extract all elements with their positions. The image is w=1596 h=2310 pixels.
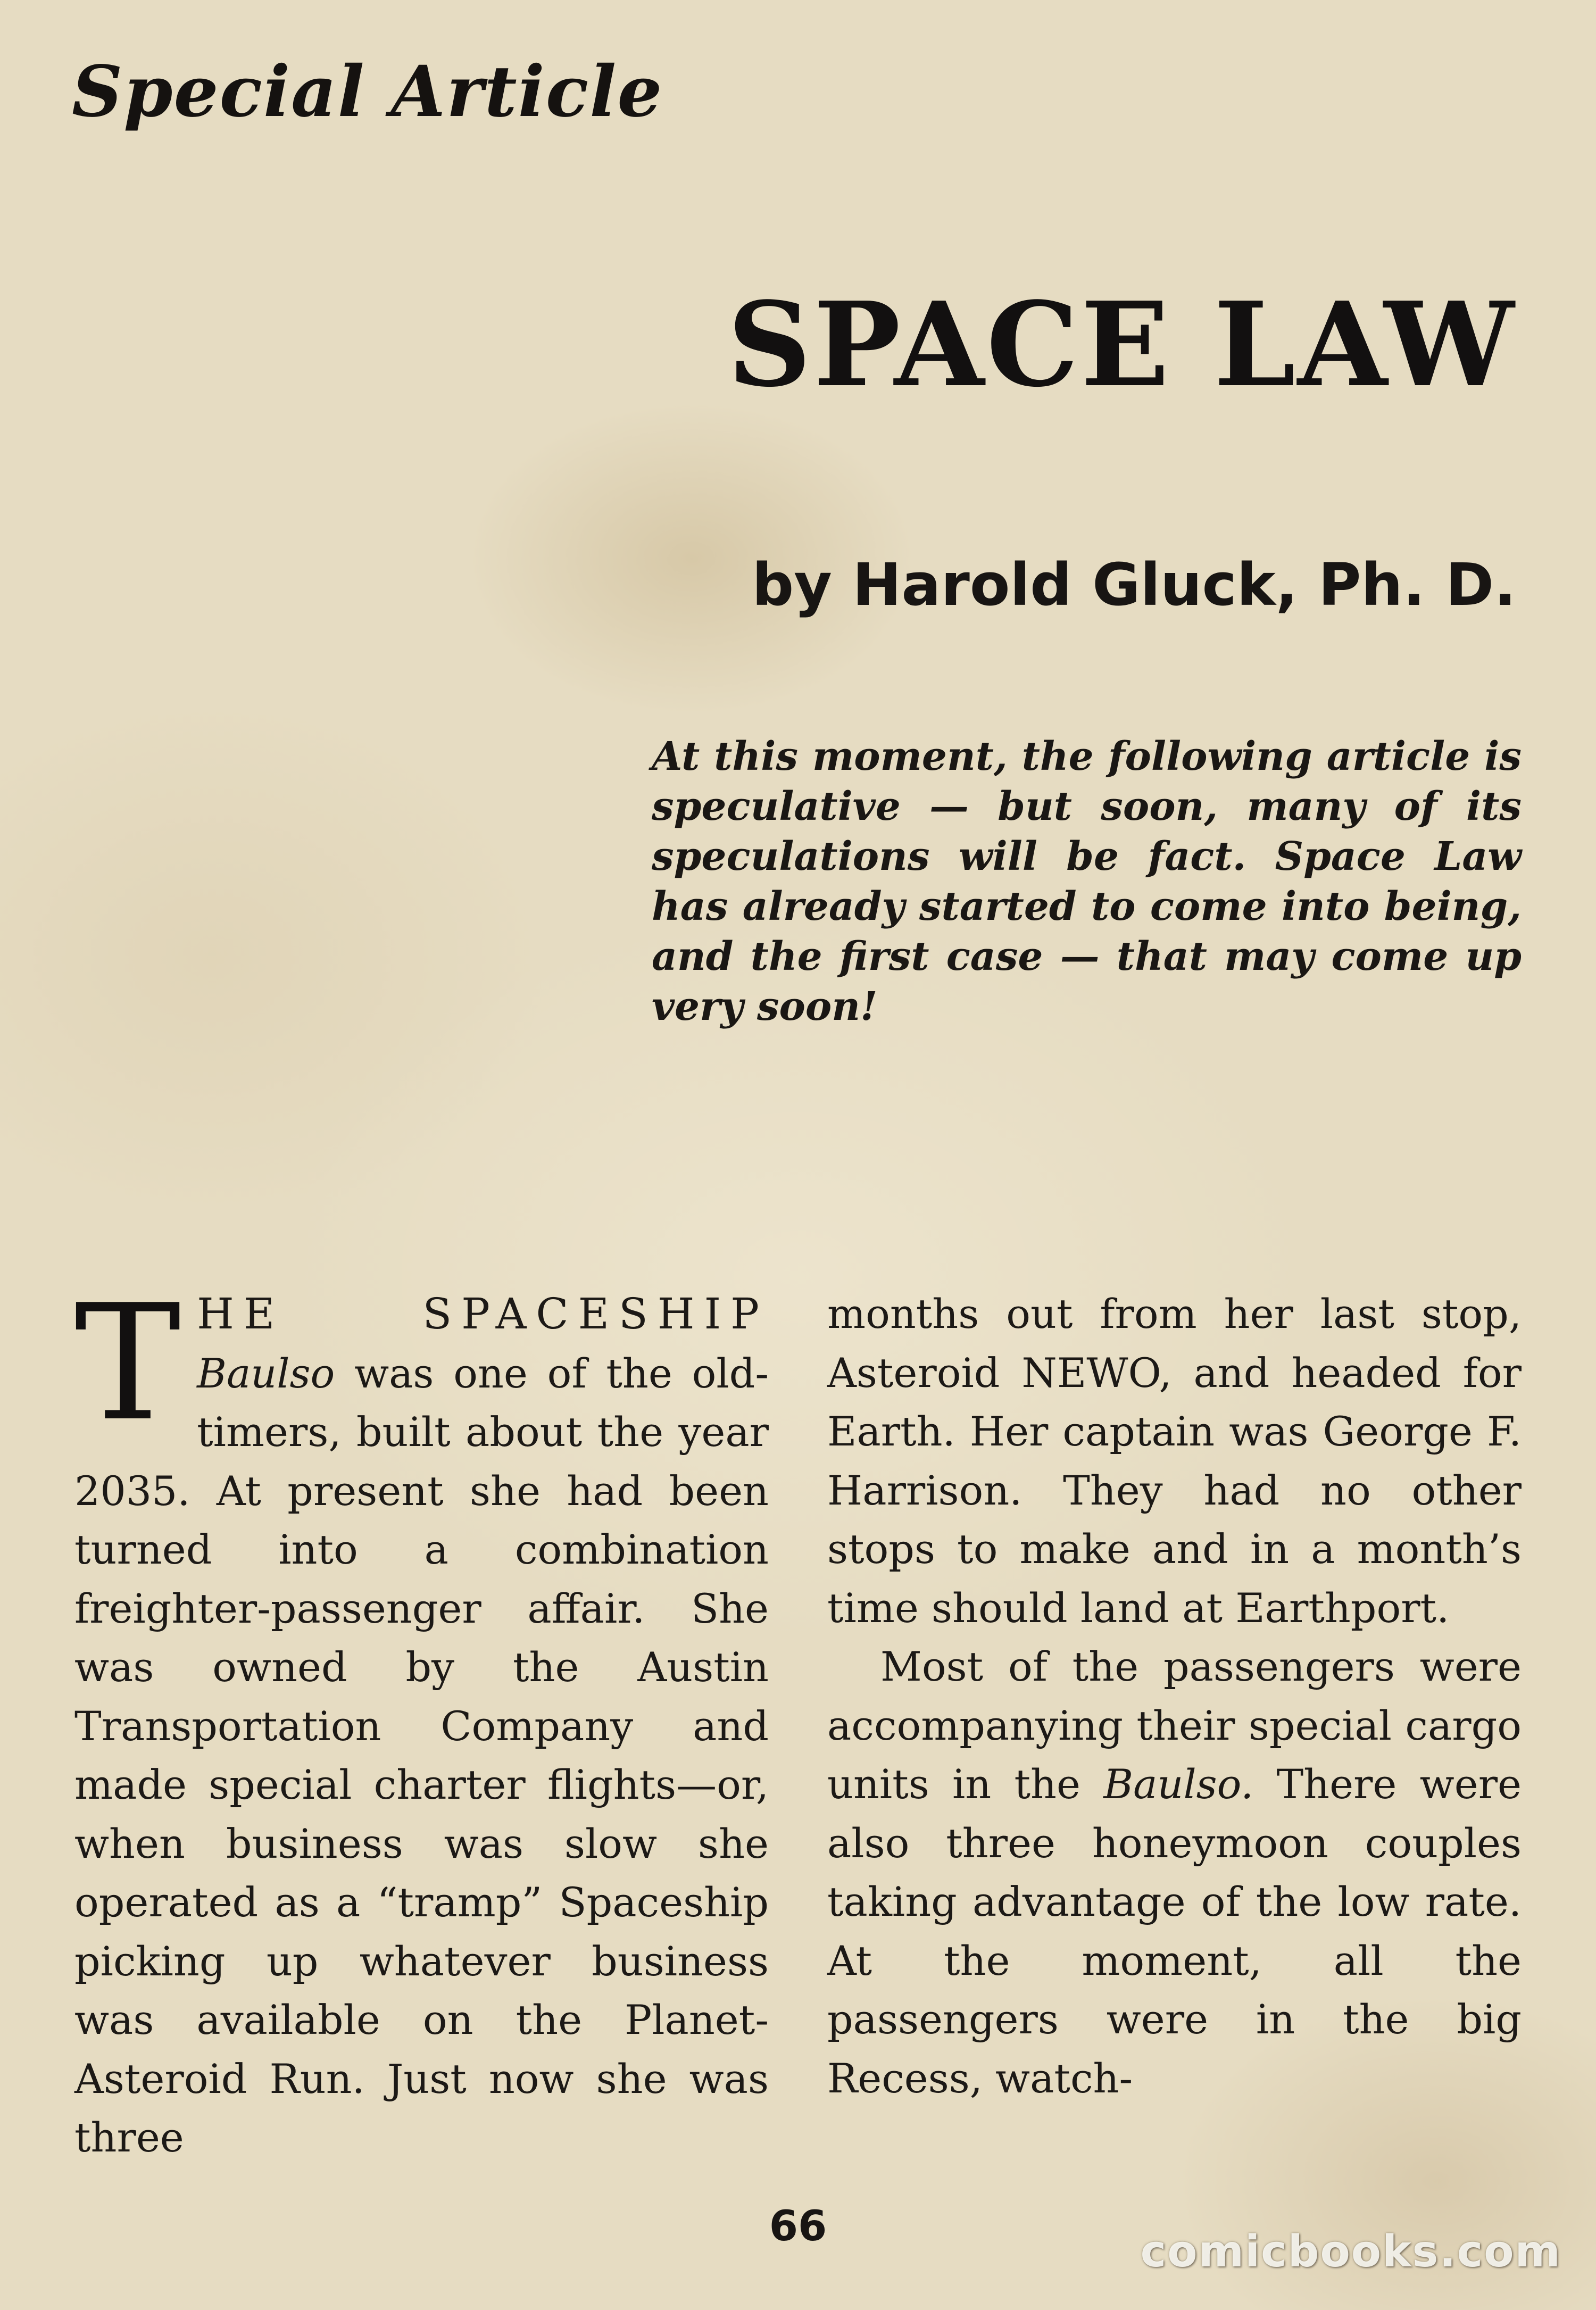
article-blurb: At this moment, the following article is speculative — but soon, many of its speculations will be fact. Space Law has already started to come into being, and the first case — that may come up very soon! xyxy=(652,734,1522,1029)
drop-cap: T xyxy=(74,1270,181,1456)
page-number: 66 xyxy=(769,2203,827,2250)
lead-caps: HE SPACESHIP xyxy=(197,1289,769,1339)
article-title: SPACE LAW xyxy=(727,277,1516,413)
paragraph-text: was one of the old-timers, built about the year 2035. At present she had been turned into a combination freighter-passenger affair. She was owned by the Austin Transportation Company and made special charter flights—or, when business was slow she operated as a “tramp” Spaceship picking up whatever business was available on the Planet-Asteroid Run. Just now she was three xyxy=(74,1349,769,2161)
ship-name: Baulso xyxy=(197,1349,335,1397)
section-label: Special Article xyxy=(72,51,663,133)
paragraph-text: There were also three honeymoon couples taking advantage of the low rate. At the moment, all the passengers were in the big Recess, watch- xyxy=(827,1760,1522,2102)
paragraph xyxy=(74,1270,769,2167)
watermark: comicbooks.com xyxy=(1140,2226,1561,2277)
article-body xyxy=(74,1270,1522,2184)
byline: by Harold Gluck, Ph. D. xyxy=(752,551,1516,619)
ship-name: Baulso. xyxy=(1103,1760,1254,1808)
paragraph: months out from her last stop, Asteroid NEWO, and headed for Earth. Her captain was George F. Harrison. They had no other stops to make and in a month’s time should land at Earthport. xyxy=(827,1290,1522,1632)
column-left xyxy=(74,1270,769,2184)
column-right xyxy=(827,1285,1522,2184)
paragraph-text: Most of the passengers were accompanying their special cargo units in the xyxy=(827,1643,1522,1808)
paragraph xyxy=(827,1638,1522,2108)
